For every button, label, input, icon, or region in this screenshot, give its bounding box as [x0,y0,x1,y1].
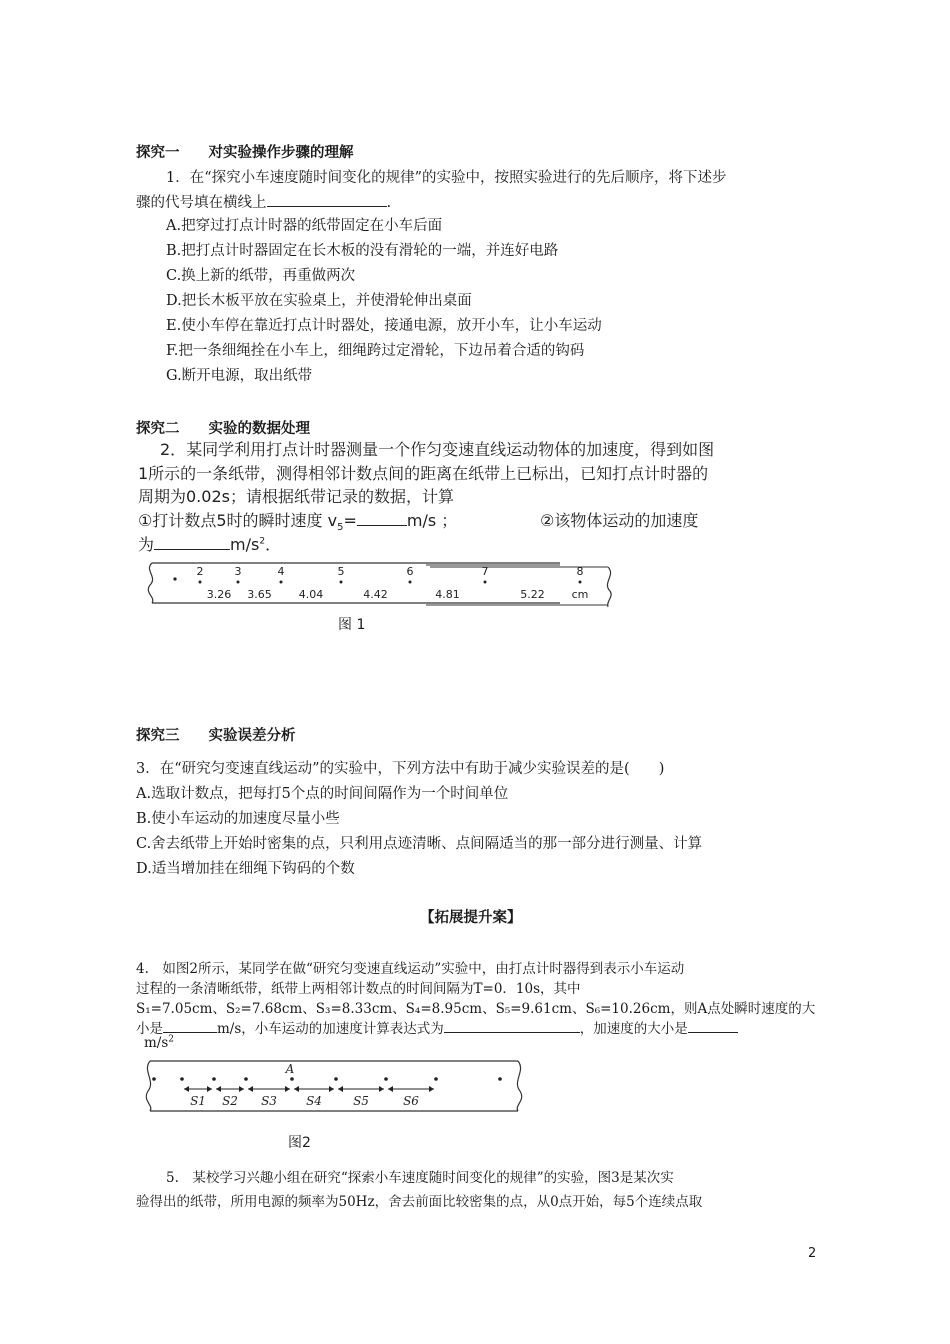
tape1-point-label: 7 [481,565,489,578]
q2-line5: 为 $m/s^2$． [138,535,282,554]
q4-line2: 过程的一条清晰纸带，纸带上两相邻计数点的时间间隔为T=0．10s，其中 [136,981,581,997]
tape2-dot [498,1077,502,1081]
q1-option-e: E.使小车停在靠近打点计时器处，接通电源，放开小车，让小车运动 [166,318,602,334]
tape2-right-torn-edge [517,1061,522,1111]
tape1-distance-label: 4.04 [298,588,324,601]
tape1-point-label: 4 [277,565,285,578]
q1-option-b: B.把打点计时器固定在长木板的没有滑轮的一端，并连好电路 [166,243,559,259]
q2-line1: 2．某同学利用打点计时器测量一个作匀变速直线运动物体的加速度，得到如图 [160,440,715,459]
tape1-point-dot [484,581,487,584]
q3-stem: 3．在“研究匀变速直线运动”的实验中，下列方法中有助于减少实验误差的是( ) [136,761,665,777]
tape1-distance-label: 3.65 [247,588,272,601]
tape1-distance-label: 4.81 [435,588,460,601]
tape2-segment-label: S1 [190,1094,206,1108]
q4-line3: S₁=7.05cm、S₂=7.68cm、S₃=8.33cm、S₄=8.95cm、S₅=9.61cm、S₆=10.26cm，则A点处瞬时速度的大 [136,1001,816,1017]
q1-option-g: G.断开电源，取出纸带 [166,368,313,384]
q1-answer-blank[interactable] [267,192,387,207]
q4-line5: $m/s^2$ [144,1034,175,1051]
q3-option-d: D.适当增加挂在细绳下钩码的个数 [136,861,355,877]
tape2-dot [290,1077,294,1081]
tape1-point-dot [237,581,240,584]
q3-option-b: B.使小车运动的加速度尽量小些 [136,811,340,827]
q5-line2: 验得出的纸带，所用电源的频率为50Hz，舍去前面比较密集的点，从0点开始，每5个连续点取 [136,1194,703,1210]
tape1-distance-label: 3.26 [206,588,232,601]
tape2-arrowhead [329,1086,334,1092]
acceleration-answer-blank[interactable] [154,535,230,550]
tape2-segment-label: S3 [261,1094,277,1108]
tape1-point-dot [340,581,343,584]
tape1-point-label: 8 [576,565,584,578]
tape2-arrowhead [207,1086,212,1092]
acceleration-value-blank[interactable] [688,1018,738,1033]
q1-line2: 骤的代号填在横线上 . [136,191,391,212]
extension-title: 【拓展提升案】 [420,910,522,926]
q1-option-d: D.把长木板平放在实验桌上，并使滑轮伸出桌面 [166,293,472,309]
tape2-arrowhead [429,1086,434,1092]
figure2-paper-tape [140,1055,530,1127]
tape2-segment-label: S4 [306,1094,322,1108]
tape1-unit-label: cm [571,588,589,601]
tape2-point-a-label: A [285,1062,295,1076]
q1-option-f: F.把一条细绳拴在小车上，细绳跨过定滑轮，下边吊着合适的钩码 [166,343,585,359]
tape-right-torn-edge [607,567,611,607]
tape-left-torn-edge [148,563,153,603]
figure2-caption: 图2 [288,1135,311,1151]
tape2-arrowhead [388,1086,393,1092]
q2-sub1: ①打计数点5时的瞬时速度 $v_5= m/s$ ； [138,511,458,534]
q4-line1: 4. 如图2所示，某同学在做“研究匀变速直线运动”实验中，由打点计时器得到表示小车运动 [136,961,685,977]
acceleration-expression-blank[interactable] [444,1018,580,1033]
tape2-dot [434,1077,438,1081]
section2-title: 探究二 实验的数据处理 [136,421,310,437]
q1-line1: 1．在“探究小车速度随时间变化的规律”的实验中，按照实验进行的先后顺序，将下述步 [166,170,727,186]
q2-line3: 周期为0.02s；请根据纸带记录的数据，计算 [138,487,454,506]
tape1-point-label: 5 [337,565,345,578]
tape2-arrowhead [338,1086,343,1092]
tape2-dot [212,1077,216,1081]
tape2-arrowhead [239,1086,244,1092]
tape2-arrowhead [248,1086,253,1092]
tape1-point-label: 3 [234,565,242,578]
tape2-arrowhead [294,1086,299,1092]
q3-option-c: C.舍去纸带上开始时密集的点，只利用点迹清晰、点间隔适当的那一部分进行测量、计算 [136,836,703,852]
tape1-distance-label: 5.22 [520,588,545,601]
tape2-dot [180,1077,184,1081]
tape2-segment-label: S2 [222,1094,238,1108]
q1-option-a: A.把穿过打点计时器的纸带固定在小车后面 [166,218,443,234]
q3-option-a: A.选取计数点，把每打5个点的时间间隔作为一个时间单位 [136,786,509,802]
tape2-left-torn-edge [146,1061,151,1111]
tape1-dot-start [173,577,176,580]
tape2-dot [152,1077,156,1081]
section1-title: 探究一 对实验操作步骤的理解 [136,145,354,161]
q1-option-c: C.换上新的纸带，再重做两次 [166,268,356,284]
page-number: 2 [808,1246,817,1261]
tape2-dot [334,1077,338,1081]
tape2-arrowhead [285,1086,290,1092]
tape1-point-dot [409,581,412,584]
tape2-arrowhead [216,1086,221,1092]
tape1-point-dot [579,581,582,584]
tape2-arrowhead [184,1086,189,1092]
tape2-arrowhead [379,1086,384,1092]
figure1-caption: 图 1 [338,617,366,633]
section3-title: 探究三 实验误差分析 [136,728,296,744]
q2-sub2: ②该物体运动的加速度 [540,511,699,530]
va-answer-blank[interactable] [163,1018,217,1033]
v5-answer-blank[interactable] [357,511,407,526]
figure1-paper-tape [140,555,620,615]
q2-line2: 1所示的一条纸带，测得相邻计数点间的距离在纸带上已标出，已知打点计时器的 [138,464,709,483]
tape2-dot [384,1077,388,1081]
tape1-point-label: 6 [406,565,414,578]
tape1-point-dot [199,581,202,584]
q4-line4: 小是 m/s，小车运动的加速度计算表达式为 ，加速度的大小是 [136,1017,738,1037]
tape2-segment-label: S5 [353,1094,369,1108]
q5-line1: 5. 某校学习兴趣小组在研究“探索小车速度随时间变化的规律”的实验，图3是某次实 [166,1170,674,1186]
tape1-point-dot [280,581,283,584]
tape2-dot [244,1077,248,1081]
tape1-distance-label: 4.42 [363,588,388,601]
tape2-segment-label: S6 [403,1094,419,1108]
tape1-point-label: 2 [196,565,204,578]
